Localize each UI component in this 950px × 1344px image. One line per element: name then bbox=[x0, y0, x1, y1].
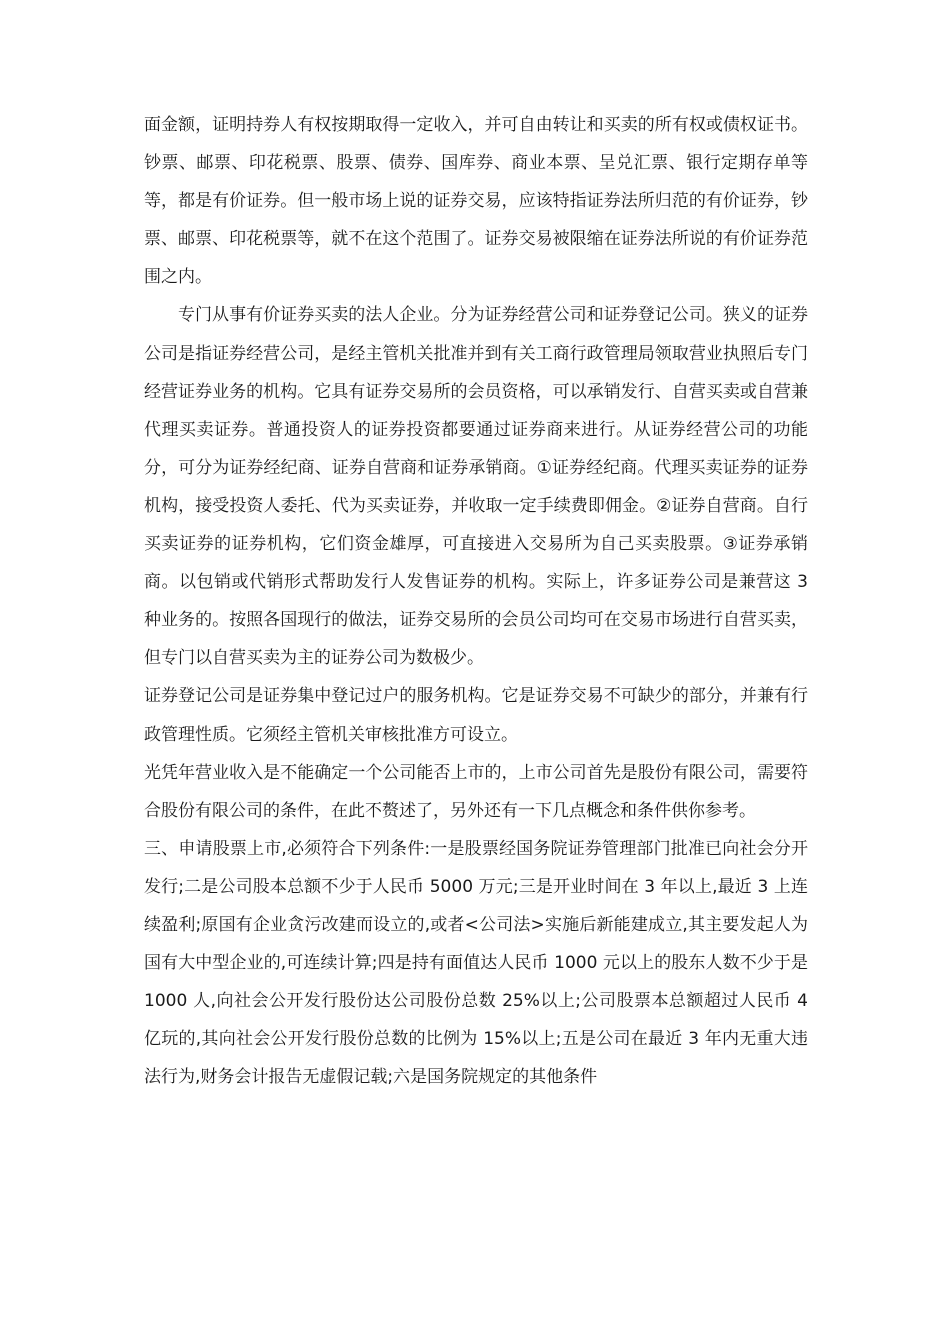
paragraph-listing-conditions: 三、申请股票上市,必须符合下列条件:一是股票经国务院证券管理部门批准已向社会分开发行;二是公司股本总额不少于人民币 5000 万元;三是开业时间在 3 年以上,最近 3 上连续盈利;原国有企业贪污改建而设立的,或者<公司法>实施后新能建成立,其主要发起人为国有大中型企业的,可连续计算;四是持有面值达人民币 1000 元以上的股东人数不少于是 1000 人,向社会公开发行股份达公司股份总数 25%以上;公司股票本总额超过人民币 4 亿玩的,其向社会公开发行股份总数的比例为 15%以上;五是公司在最近 3 年内无重大违法行为,财务会计报告无虚假记载;六是国务院规定的其他条件 bbox=[144, 838, 808, 1088]
paragraph-securities-company: 专门从事有价证券买卖的法人企业。分为证券经营公司和证券登记公司。狭义的证券公司是指证券经营公司，是经主管机关批准并到有关工商行政管理局领取营业执照后专门经营证券业务的机构。它具有证券交易所的会员资格，可以承销发行、自营买卖或自营兼代理买卖证券。普通投资人的证券投资都要通过证券商来进行。从证券经营公司的功能分，可分为证券经纪商、证券自营商和证券承销商。①证券经纪商。代理买卖证券的证券机构，接受投资人委托、代为买卖证券，并收取一定手续费即佣金。②证券自营商。自行买卖证券的证券机构，它们资金雄厚，可直接进入交易所为自己买卖股票。③证券承销商。以包销或代销形式帮助发行人发售证券的机构。实际上，许多证券公司是兼营这 3 种业务的。按照各国现行的做法，证券交易所的会员公司均可在交易市场进行自营买卖，但专门以自营买卖为主的证券公司为数极少。 bbox=[144, 305, 808, 669]
document-page bbox=[144, 106, 808, 1096]
paragraph-securities-definition: 面金额，证明持券人有权按期取得一定收入，并可自由转让和买卖的所有权或债权证书。钞票、邮票、印花税票、股票、债券、国库券、商业本票、呈兑汇票、银行定期存单等等，都是有价证券。但一般市场上说的证券交易，应该特指证券法所归范的有价证券，钞票、邮票、印花税票等，就不在这个范围了。证券交易被限缩在证券法所说的有价证券范围之内。 bbox=[144, 115, 808, 288]
paragraph-registration-company: 证券登记公司是证券集中登记过户的服务机构。它是证券交易不可缺少的部分，并兼有行政管理性质。它须经主管机关审核批准方可设立。 bbox=[144, 686, 808, 745]
paragraph-listing-intro: 光凭年营业收入是不能确定一个公司能否上市的，上市公司首先是股份有限公司，需要符合股份有限公司的条件，在此不赘述了，另外还有一下几点概念和条件供你参考。 bbox=[144, 762, 808, 821]
